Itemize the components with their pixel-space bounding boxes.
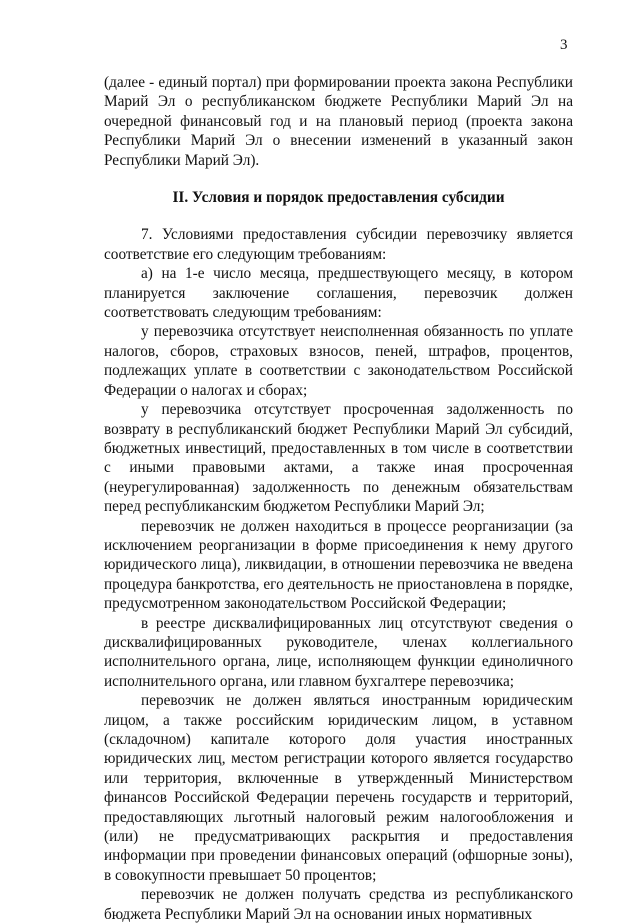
paragraph-disqualified: в реестре дисквалифицированных лиц отсутствуют сведения о дисквалифицированных руководителе, членах коллегиального исполнительного органа, лице, исполняющем функции единоличного исполнительного органа, или главном бухгалтере перевозчика; — [104, 614, 573, 690]
section-heading: II. Условия и порядок предоставления субсидии — [172, 189, 505, 207]
intro-paragraph: (далее - единый портал) при формировании проекта закона Республики Марий Эл о республиканском бюджете Республики Марий Эл на очередной финансовый год и на плановый период (проекта закона Республики Марий Эл о внесении изменений в указанный закон Республики Марий Эл). — [104, 74, 573, 169]
paragraph-other-funds: перевозчик не должен получать средства из республиканского бюджета Республики Марий Эл на основании иных нормативных — [104, 886, 573, 923]
page-number: 3 — [560, 37, 568, 53]
paragraph-a: а) на 1-е число месяца, предшествующего месяцу, в котором планируется заключение соглашения, перевозчик должен соответствовать следующим требованиям: — [104, 265, 573, 322]
paragraph-foreign: перевозчик не должен являться иностранным юридическим лицом, а также российским юридическим лицом, в уставном (складочном) капитале которого доля участия иностранных юридических лиц, местом регистрации которого является государство или территория, включенные в утвержденный Министерством финансов Российской Федерации перечень государств и территорий, предоставляющих льготный налоговый режим налогообложения и (или) не предусматривающих раскрытия и предоставления информации при проведении финансовых операций (офшорные зоны), в совокупности превышает 50 процентов; — [104, 692, 573, 884]
paragraph-debt: у перевозчика отсутствует просроченная задолженность по возврату в республиканский бюджет Республики Марий Эл субсидий, бюджетных инвестиций, предоставленных в том числе в соответствии с иными правовыми актами, а также иная просроченная (неурегулированная) задолженность по денежным обязательствам перед республиканским бюджетом Республики Марий Эл; — [104, 401, 573, 516]
paragraph-7: 7. Условиями предоставления субсидии перевозчику является соответствие его следующим требованиям: — [104, 226, 573, 263]
paragraph-taxes: у перевозчика отсутствует неисполненная обязанность по уплате налогов, сборов, страховых взносов, пеней, штрафов, процентов, подлежащих уплате в соответствии с законодательством Российской Федерации о налогах и сборах; — [104, 323, 573, 399]
paragraph-reorganization: перевозчик не должен находиться в процессе реорганизации (за исключением реорганизации в форме присоединения к нему другого юридического лица), ликвидации, в отношении перевозчика не введена процедура банкротства, его деятельность не приостановлена в порядке, предусмотренном законодательством Российской Федерации; — [104, 517, 573, 613]
document-body — [104, 73, 573, 924]
